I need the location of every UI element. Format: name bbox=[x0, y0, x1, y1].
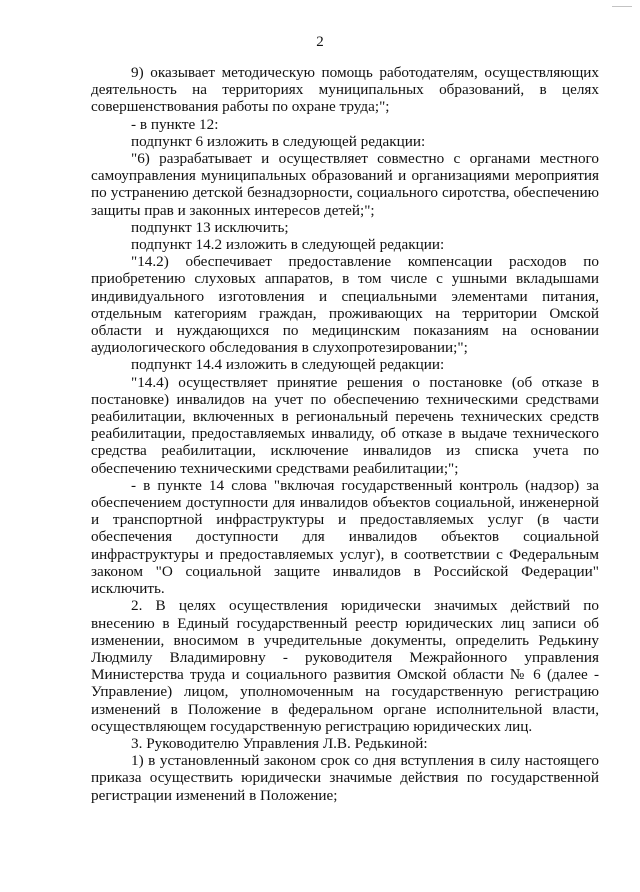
paragraph: - в пункте 12: bbox=[131, 115, 219, 133]
paragraph: - в пункте 14 слова "включая государственный контроль (надзор) за обеспечением доступности для инвалидов объектов социальной, инженерной и транспортной инфраструктуры и предоставляемых услуг (в части обеспечения доступности для инвалидов объектов социальной инфраструктуры и предоставляемых услуг), в соответствии с Федеральным законом "О социальной защите инвалидов в Российской Федерации" исключить. bbox=[91, 476, 599, 598]
paragraph: 9) оказывает методическую помощь работодателям, осуществляющих деятельность на территориях муниципальных образований, в целях совершенствования работы по охране труда;"; bbox=[91, 64, 599, 116]
scan-edge-mark bbox=[612, 0, 632, 7]
paragraph: подпункт 13 исключить; bbox=[131, 218, 289, 236]
paragraph: 2. В целях осуществления юридически значимых действий по внесению в Единый государственный реестр юридических лиц записи об изменении, вносимом в учредительные документы, определить Редькину Людмилу Владимировну - руководителя Межрайонного управления Министерства труда и социального развития Омской области № 6 (далее - Управление) лицом, уполномоченным на государственную регистрацию изменений в Положение в федеральном органе исполнительной власти, осуществляющем государственную регистрацию юридических лиц. bbox=[91, 597, 599, 735]
paragraph: подпункт 14.2 изложить в следующей редакции: bbox=[131, 236, 445, 254]
document-body bbox=[91, 64, 599, 804]
paragraph: "14.4) осуществляет принятие решения о постановке (об отказе в постановке) инвалидов на учет по обеспечению техническими средствами реабилитации, включенных в региональный перечень технических средств реабилитации, предоставляемых инвалиду, об отказе в выдаче технического средства реабилитации, исключение инвалидов из списка учета по обеспечению техническими средствами реабилитации;"; bbox=[91, 373, 599, 477]
paragraph: подпункт 14.4 изложить в следующей редакции: bbox=[131, 356, 445, 374]
paragraph: "6) разрабатывает и осуществляет совместно с органами местного самоуправления муниципальных образований и организациями мероприятия по устранению детской безнадзорности, социального сиротства, обеспечению защиты прав и законных интересов детей;"; bbox=[91, 150, 599, 219]
paragraph: подпункт 6 изложить в следующей редакции: bbox=[131, 132, 426, 150]
paragraph: 3. Руководителю Управления Л.В. Редькиной: bbox=[131, 734, 428, 752]
page-number: 2 bbox=[316, 34, 324, 50]
paragraph: 1) в установленный законом срок со дня вступления в силу настоящего приказа осуществить юридически значимые действия по государственной регистрации изменений в Положение; bbox=[91, 752, 599, 804]
paragraph: "14.2) обеспечивает предоставление компенсации расходов по приобретению слуховых аппаратов, в том числе с ушными вкладышами индивидуального изготовления и специальными элементами питания, отдельным категориям граждан, проживающих на территории Омской области и нуждающихся по медицинским показаниям на основании аудиологического обследования в слухопротезировании;"; bbox=[91, 253, 599, 357]
